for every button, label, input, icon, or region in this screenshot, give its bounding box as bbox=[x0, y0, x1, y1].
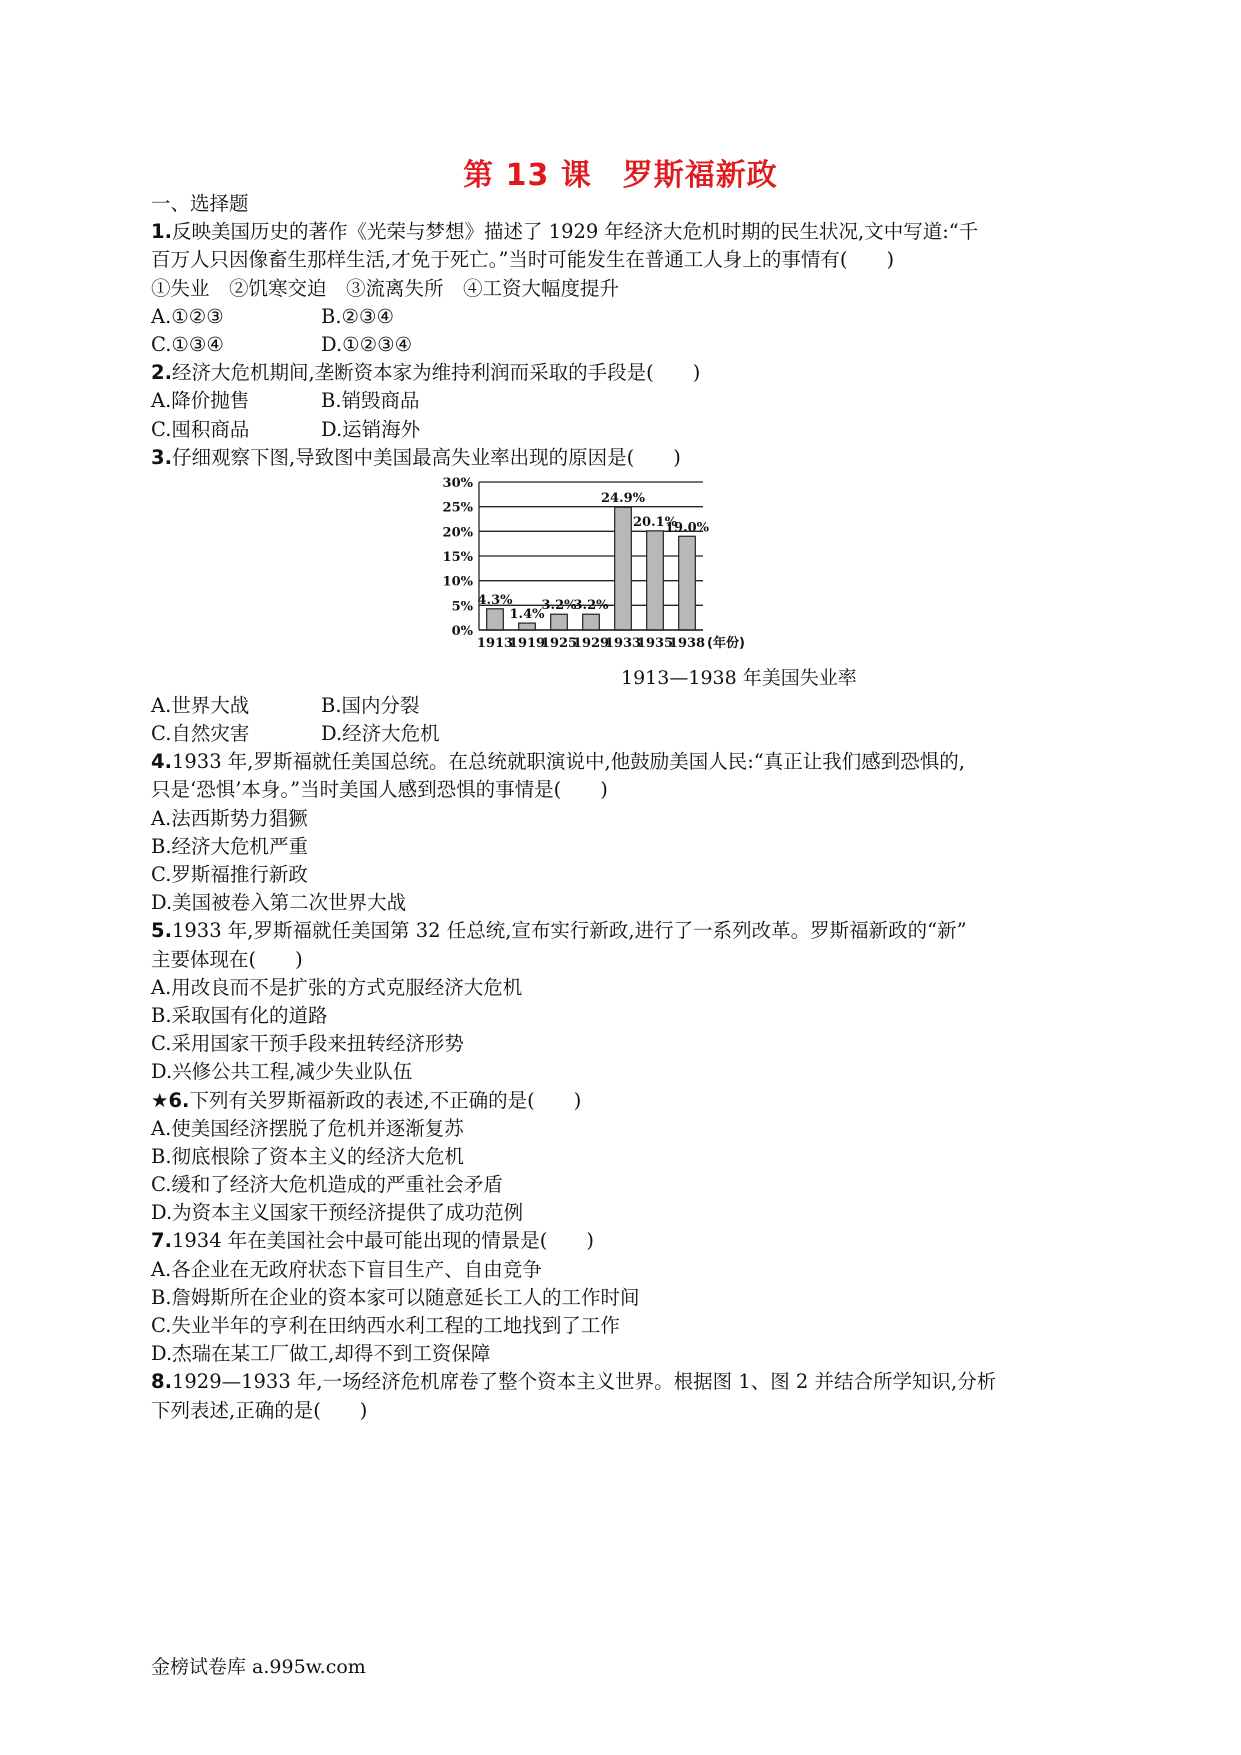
q4-line2: 只是‘恐惧’本身。”当时美国人感到恐惧的事情是( ) bbox=[151, 778, 608, 802]
x-tick-label: 1929 bbox=[572, 635, 610, 651]
q8-line2: 下列表述,正确的是( ) bbox=[151, 1398, 368, 1422]
q1-line2: 百万人只因像畜生那样生活,才免于死亡。”当时可能发生在普通工人身上的事情有( ) bbox=[151, 248, 895, 272]
q5-line2: 主要体现在( ) bbox=[151, 947, 303, 971]
q4-line1 bbox=[151, 748, 1091, 776]
q4-option-d: D.美国被卷入第二次世界大战 bbox=[151, 891, 407, 915]
q1-option-d: D.①②③④ bbox=[321, 332, 413, 356]
q6-number: ★6. bbox=[151, 1088, 190, 1112]
x-tick-label: 1933 bbox=[604, 635, 642, 651]
q3-options-cd bbox=[151, 720, 1091, 748]
q2-number: 2. bbox=[151, 361, 172, 385]
y-tick-label: 0% bbox=[451, 623, 473, 639]
q2-option-d: D.运销海外 bbox=[321, 417, 421, 441]
q2-stem: 经济大危机期间,垄断资本家为维持利润而采取的手段是( ) bbox=[171, 361, 701, 385]
q8-line1 bbox=[151, 1368, 1091, 1396]
q6-option-a: A.使美国经济摆脱了危机并逐渐复苏 bbox=[151, 1116, 464, 1140]
q1-option-c: C.①③④ bbox=[151, 332, 224, 356]
q2-option-a: A.降价抛售 bbox=[151, 389, 250, 413]
bar bbox=[551, 614, 568, 630]
x-axis-title: (年份) bbox=[707, 635, 745, 651]
q7-line1 bbox=[151, 1227, 1091, 1255]
x-tick-label: 1925 bbox=[540, 635, 578, 651]
q4-option-a: A.法西斯势力猖獗 bbox=[151, 806, 308, 830]
bar-value-label: 4.3% bbox=[477, 592, 513, 608]
bar-value-label: 20.1% bbox=[632, 514, 678, 530]
q4-number: 4. bbox=[151, 750, 172, 774]
q6-option-b: B.彻底根除了资本主义的经济大危机 bbox=[151, 1144, 465, 1168]
q3-line1 bbox=[151, 444, 1091, 472]
section-heading: 一、选择题 bbox=[151, 192, 249, 215]
y-tick-label: 5% bbox=[451, 599, 473, 615]
q5-number: 5. bbox=[151, 919, 172, 943]
q3-number: 3. bbox=[151, 445, 172, 469]
y-tick-label: 20% bbox=[442, 525, 473, 541]
q2-option-b: B.销毁商品 bbox=[321, 389, 420, 413]
q7-option-b: B.詹姆斯所在企业的资本家可以随意延长工人的工作时间 bbox=[151, 1285, 640, 1309]
q6-stem: 下列有关罗斯福新政的表述,不正确的是( ) bbox=[189, 1088, 582, 1112]
q4-stem: 1933 年,罗斯福就任美国总统。在总统就职演说中,他鼓励美国人民:“真正让我们感到恐惧的, bbox=[171, 750, 965, 774]
q6-option-c: C.缓和了经济大危机造成的严重社会矛盾 bbox=[151, 1173, 503, 1197]
bar-value-label: 24.9% bbox=[600, 491, 646, 507]
bar bbox=[583, 614, 600, 630]
x-tick-label: 1919 bbox=[508, 635, 546, 651]
q5-option-c: C.采用国家干预手段来扭转经济形势 bbox=[151, 1032, 464, 1056]
q1-options-ab bbox=[151, 303, 1091, 331]
q7-stem: 1934 年在美国社会中最可能出现的情景是( ) bbox=[171, 1229, 595, 1253]
q2-option-c: C.囤积商品 bbox=[151, 417, 250, 441]
q1-line1 bbox=[151, 218, 1091, 246]
q7-number: 7. bbox=[151, 1229, 172, 1253]
bar bbox=[647, 531, 664, 630]
q1-stem: 反映美国历史的著作《光荣与梦想》描述了 1929 年经济大危机时期的民生状况,文中写道:“千 bbox=[171, 220, 979, 244]
footer-watermark: 金榜试卷库 a.995w.com bbox=[151, 1656, 366, 1678]
q7-option-d: D.杰瑞在某工厂做工,却得不到工资保障 bbox=[151, 1342, 491, 1366]
q3-option-a: A.世界大战 bbox=[151, 693, 250, 717]
q2-options-ab bbox=[151, 387, 1091, 415]
q7-option-c: C.失业半年的亨利在田纳西水利工程的工地找到了工作 bbox=[151, 1314, 620, 1337]
unemployment-chart bbox=[151, 472, 1091, 692]
q3-stem: 仔细观察下图,导致图中美国最高失业率出现的原因是( ) bbox=[171, 445, 681, 469]
q2-line1 bbox=[151, 359, 1091, 387]
bar bbox=[615, 507, 632, 630]
y-tick-label: 30% bbox=[442, 475, 473, 491]
q5-option-d: D.兴修公共工程,减少失业队伍 bbox=[151, 1060, 413, 1084]
bar-value-label: 1.4% bbox=[509, 606, 545, 622]
page-title: 第 13 课 罗斯福新政 bbox=[463, 158, 778, 193]
y-tick-label: 10% bbox=[442, 574, 473, 590]
x-tick-label: 1935 bbox=[636, 635, 674, 651]
q5-option-b: B.采取国有化的道路 bbox=[151, 1003, 328, 1027]
q4-option-b: B.经济大危机严重 bbox=[151, 834, 309, 858]
bar bbox=[679, 536, 696, 630]
q3-option-b: B.国内分裂 bbox=[321, 693, 420, 717]
q3-option-d: D.经济大危机 bbox=[321, 722, 440, 746]
q1-option-a: A.①②③ bbox=[151, 304, 224, 328]
bar-value-label: 3.2% bbox=[541, 598, 577, 614]
q6-option-d: D.为资本主义国家干预经济提供了成功范例 bbox=[151, 1201, 524, 1225]
q5-stem: 1933 年,罗斯福就任美国第 32 任总统,宣布实行新政,进行了一系列改革。罗斯福新政的“新” bbox=[171, 919, 967, 943]
bar bbox=[487, 609, 504, 630]
q4-option-c: C.罗斯福推行新政 bbox=[151, 863, 308, 886]
bar-value-label: 19.0% bbox=[664, 520, 710, 536]
bar bbox=[519, 623, 536, 630]
q6-line1 bbox=[151, 1087, 1091, 1115]
q5-option-a: A.用改良而不是扩张的方式克服经济大危机 bbox=[151, 975, 523, 999]
bar-value-label: 3.2% bbox=[573, 598, 609, 614]
q8-stem: 1929—1933 年,一场经济危机席卷了整个资本主义世界。根据图 1、图 2 并结合所学知识,分析 bbox=[171, 1370, 997, 1394]
question-list bbox=[151, 190, 1091, 1425]
chart-caption: 1913—1938 年美国失业率 bbox=[621, 666, 857, 689]
q1-items: ①失业 ②饥寒交迫 ③流离失所 ④工资大幅度提升 bbox=[151, 276, 620, 300]
x-tick-label: 1938 bbox=[668, 635, 706, 651]
y-tick-label: 15% bbox=[442, 549, 473, 565]
bar-chart-svg bbox=[431, 472, 771, 664]
q1-number: 1. bbox=[151, 220, 172, 244]
y-tick-label: 25% bbox=[442, 500, 473, 516]
q1-options-cd bbox=[151, 331, 1091, 359]
q5-line1 bbox=[151, 917, 1091, 945]
q3-options-ab bbox=[151, 692, 1091, 720]
q1-option-b: B.②③④ bbox=[321, 304, 394, 328]
q2-options-cd bbox=[151, 416, 1091, 444]
q3-option-c: C.自然灾害 bbox=[151, 722, 250, 746]
q8-number: 8. bbox=[151, 1370, 172, 1394]
q7-option-a: A.各企业在无政府状态下盲目生产、自由竞争 bbox=[151, 1257, 542, 1281]
x-tick-label: 1913 bbox=[476, 635, 514, 651]
